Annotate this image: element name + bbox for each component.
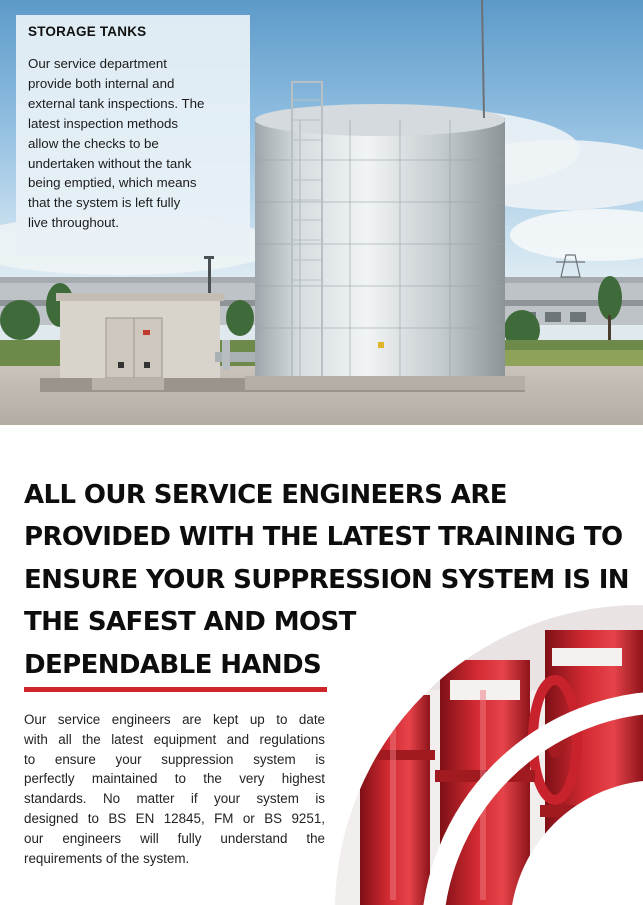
headline-line: ENSURE YOUR SUPPRESSION SYSTEM IS IN <box>24 564 629 595</box>
storage-tanks-line: external tank inspections. The <box>28 95 205 111</box>
body-line: designed to BS EN 12845, FM or BS 9251, <box>24 810 325 826</box>
red-valves-photo <box>330 600 643 905</box>
body-line: Our service engineers are kept up to date <box>24 712 325 727</box>
storage-tanks-line: Our service department <box>28 56 167 71</box>
storage-tanks-line: undertaken without the tank <box>28 155 192 171</box>
accent-divider <box>24 687 327 692</box>
body-line: perfectly maintained to the very highest <box>24 771 325 787</box>
service-engineers-paragraph <box>24 710 325 868</box>
headline-line: DEPENDABLE HANDS <box>24 649 322 680</box>
headline-line: THE SAFEST AND MOST <box>24 607 356 638</box>
storage-tanks-text <box>28 54 238 233</box>
storage-tanks-line: being emptied, which means <box>28 175 197 191</box>
body-line: with all the latest equipment and regulations <box>24 731 325 747</box>
storage-tanks-line: live throughout. <box>28 215 119 231</box>
storage-tanks-title: STORAGE TANKS <box>28 24 147 39</box>
storage-tanks-line: latest inspection methods <box>28 115 179 131</box>
storage-tank-photo <box>0 0 643 425</box>
storage-tanks-line: allow the checks to be <box>28 135 159 151</box>
headline-line: PROVIDED WITH THE LATEST TRAINING TO <box>24 522 623 553</box>
storage-tanks-line: provide both internal and <box>28 75 175 91</box>
body-line: to ensure your suppression system is <box>24 751 325 767</box>
body-line: requirements of the system. <box>24 850 190 866</box>
red-valves-illustration <box>330 600 643 905</box>
body-line: our engineers will fully understand the <box>24 830 325 846</box>
storage-tanks-line: that the system is left fully <box>28 195 181 211</box>
storage-tanks-panel <box>16 15 250 255</box>
headline-line: ALL OUR SERVICE ENGINEERS ARE <box>24 480 507 510</box>
body-line: standards. No matter if your system is <box>24 791 325 807</box>
